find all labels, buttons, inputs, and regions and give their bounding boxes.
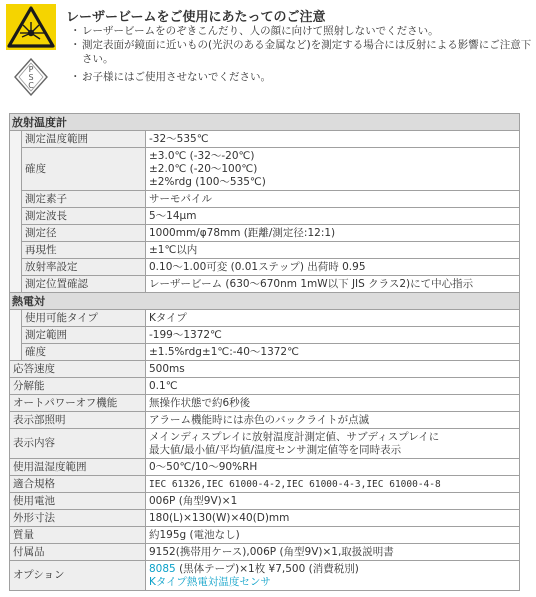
warning-item-text: お子様にはご使用させないでください。 [82, 71, 271, 83]
spec-value: 0.1℃ [146, 378, 520, 395]
spec-row [10, 361, 520, 378]
warning-item [70, 24, 532, 38]
spec-value: -199～1372℃ [146, 327, 520, 344]
psc-letter-s: S [28, 73, 34, 82]
spec-row [10, 310, 520, 327]
spec-label: 確度 [22, 148, 146, 191]
spec-value: ±1℃以内 [146, 242, 520, 259]
section-header-row [10, 114, 520, 131]
warning-list [70, 24, 532, 84]
spec-row [10, 459, 520, 476]
spec-value: -32～535℃ [146, 131, 520, 148]
spec-value: レーザービーム (630～670nm 1mW以下 JIS クラス2)にて中心指示 [146, 276, 520, 293]
indent-cell [10, 148, 22, 191]
spec-label: 測定範囲 [22, 327, 146, 344]
indent-cell [10, 276, 22, 293]
spec-value-line: メインディスプレイに放射温度計測定値、サブディスプレイに [149, 430, 440, 443]
warning-title: レーザービームをご使用にあたってのご注意 [66, 10, 326, 25]
option-line [149, 563, 516, 576]
indent-cell [10, 131, 22, 148]
laser-warning [0, 0, 536, 100]
spec-row [10, 429, 520, 459]
warning-item-text: レーザービームをのぞきこんだり、人の顔に向けて照射しないでください。 [82, 25, 439, 37]
spec-value [146, 148, 520, 191]
option-line [149, 576, 516, 589]
option-link-8085[interactable]: 8085 [149, 562, 176, 575]
spec-row [10, 344, 520, 361]
spec-value: 5～14μm [146, 208, 520, 225]
spec-row [10, 242, 520, 259]
psc-letter-p: P [28, 65, 34, 74]
indent-cell [10, 259, 22, 276]
spec-row [10, 510, 520, 527]
spec-value-line: 最大値/最小値/平均値/温度センサ測定値等を同時表示 [149, 443, 402, 456]
bullet: ・ [70, 39, 81, 51]
spec-value: 1000mm/φ78mm (距離/測定径:12:1) [146, 225, 520, 242]
spec-value: アラーム機能時には赤色のバックライトが点滅 [146, 412, 520, 429]
spec-label: 使用温湿度範囲 [10, 459, 146, 476]
option-line-text: (黒体テープ)×1枚 ¥7,500 (消費税別) [175, 562, 359, 575]
spec-label: 放射率設定 [22, 259, 146, 276]
spec-value: 180(L)×130(W)×40(D)mm [146, 510, 520, 527]
spec-row [10, 131, 520, 148]
spec-label: 応答速度 [10, 361, 146, 378]
spec-row [10, 476, 520, 493]
spec-row [10, 208, 520, 225]
spec-row [10, 378, 520, 395]
spec-row [10, 395, 520, 412]
warning-item [70, 38, 532, 66]
spec-row [10, 259, 520, 276]
spec-table [9, 113, 520, 591]
spec-label: 測定素子 [22, 191, 146, 208]
spec-label: 分解能 [10, 378, 146, 395]
spec-row [10, 225, 520, 242]
spec-label: 表示部照明 [10, 412, 146, 429]
spec-value: ±1.5%rdg±1℃:-40～1372℃ [146, 344, 520, 361]
spec-label: 付属品 [10, 544, 146, 561]
spec-value-line: ±3.0℃ (-32～-20℃) [149, 149, 255, 162]
bullet: ・ [70, 25, 81, 37]
indent-cell [10, 310, 22, 327]
options-row [10, 561, 520, 591]
indent-cell [10, 327, 22, 344]
spec-value: 約195g (電池なし) [146, 527, 520, 544]
laser-warning-icon [6, 4, 56, 50]
spec-row [10, 527, 520, 544]
option-link-k-type-sensor[interactable]: Kタイプ熱電対温度センサ [149, 575, 271, 588]
indent-cell [10, 208, 22, 225]
psc-letter-c: C [28, 81, 34, 90]
spec-value: Kタイプ [146, 310, 520, 327]
warning-item [70, 70, 532, 84]
spec-value: 無操作状態で約6秒後 [146, 395, 520, 412]
spec-value: 9152(携帯用ケース),006P (角型9V)×1,取扱説明書 [146, 544, 520, 561]
indent-cell [10, 225, 22, 242]
section-header-row [10, 293, 520, 310]
spec-label: 再現性 [22, 242, 146, 259]
spec-value: 0～50℃/10～90%RH [146, 459, 520, 476]
spec-row [10, 276, 520, 293]
spec-label: オプション [10, 561, 146, 591]
spec-label: オートパワーオフ機能 [10, 395, 146, 412]
spec-value: 500ms [146, 361, 520, 378]
bullet: ・ [70, 71, 81, 83]
spec-label: 使用電池 [10, 493, 146, 510]
spec-value [146, 429, 520, 459]
spec-value [146, 561, 520, 591]
spec-label: 測定位置確認 [22, 276, 146, 293]
spec-value-line: ±2%rdg (100～535℃) [149, 175, 266, 188]
psc-mark-icon [14, 58, 48, 96]
spec-value [146, 476, 520, 493]
indent-cell [10, 344, 22, 361]
spec-value: 0.10～1.00可変 (0.01ステップ) 出荷時 0.95 [146, 259, 520, 276]
spec-label: 測定温度範囲 [22, 131, 146, 148]
spec-label: 外形寸法 [10, 510, 146, 527]
spec-label: 適合規格 [10, 476, 146, 493]
spec-value-line: ±2.0℃ (-20～100℃) [149, 162, 258, 175]
spec-value: 006P (角型9V)×1 [146, 493, 520, 510]
spec-row [10, 493, 520, 510]
spec-row [10, 148, 520, 191]
spec-value: サーモパイル [146, 191, 520, 208]
spec-label: 測定波長 [22, 208, 146, 225]
spec-label: 表示内容 [10, 429, 146, 459]
spec-label: 質量 [10, 527, 146, 544]
indent-cell [10, 242, 22, 259]
spec-row [10, 412, 520, 429]
section-title-thermocouple: 熱電対 [10, 293, 520, 310]
spec-label: 確度 [22, 344, 146, 361]
spec-label: 使用可能タイプ [22, 310, 146, 327]
spec-value-text: IEC 61326,IEC 61000-4-2,IEC 61000-4-3,IEC 61000-4-8 [149, 478, 441, 490]
warning-item-text: 測定表面が鏡面に近いもの(光沢のある金属など)を測定する場合には反射による影響にご注意下さい。 [82, 39, 532, 65]
spec-row [10, 544, 520, 561]
spec-label: 測定径 [22, 225, 146, 242]
spec-row [10, 327, 520, 344]
indent-cell [10, 191, 22, 208]
section-title-radiation: 放射温度計 [10, 114, 520, 131]
spec-row [10, 191, 520, 208]
